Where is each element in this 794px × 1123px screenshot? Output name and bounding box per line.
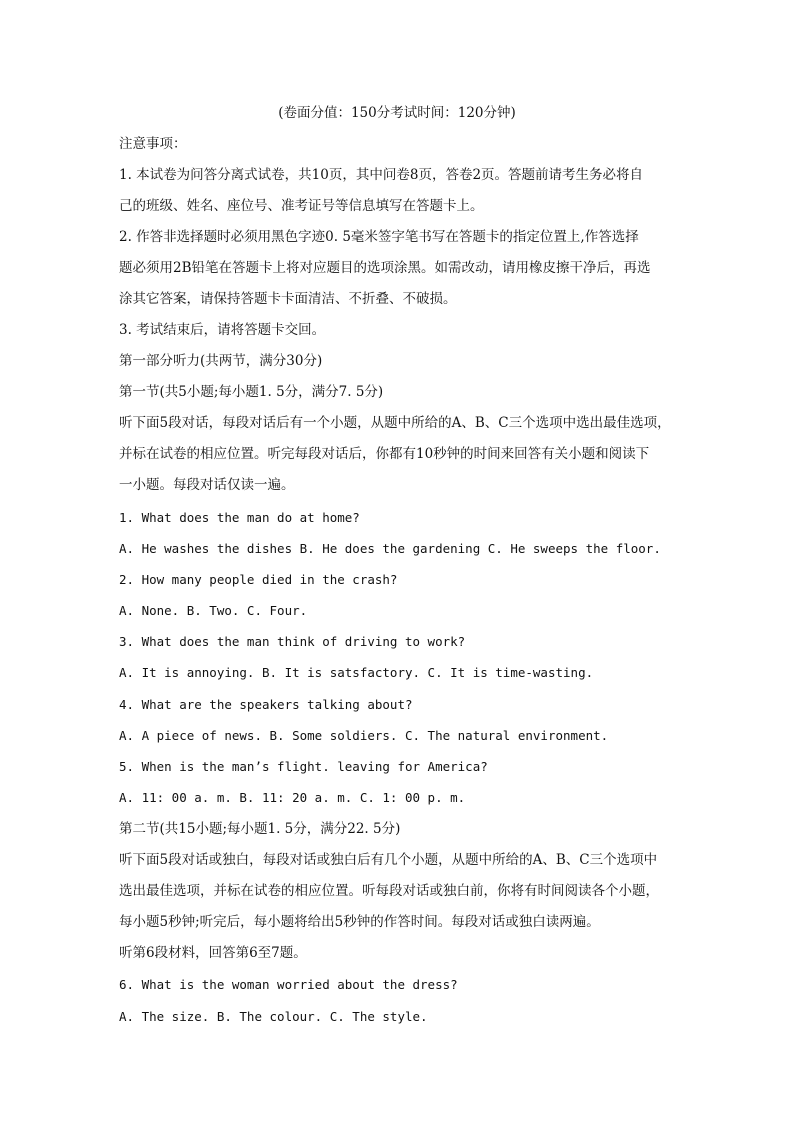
notes-item-2-line-2: 题必须用2B铅笔在答题卡上将对应题目的选项涂黑。如需改动，请用橡皮擦干净后，再选: [119, 260, 651, 276]
question-4-options: A. A piece of news. B. Some soldiers. C. The natural environment.: [119, 728, 609, 743]
section2-instructions-line-3: 每小题5秒钟;听完后，每小题将给出5秒钟的作答时间。每段对话或独白读两遍。: [119, 914, 600, 930]
question-2: 2. How many people died in the crash?: [119, 572, 398, 587]
section1-instructions-line-2: 并标在试卷的相应位置。听完每段对话后，你都有10秒钟的时间来回答有关小题和阅读下: [119, 446, 650, 462]
question-5: 5. When is the man’s flight. leaving for America?: [119, 759, 488, 774]
section2-material: 听第6段材料，回答第6至7题。: [119, 945, 307, 961]
question-2-options: A. None. B. Two. C. Four.: [119, 603, 308, 618]
section2-instructions-line-2: 选出最佳选项，并标在试卷的相应位置。听每段对话或独白前，你将有时间阅读各个小题，: [119, 883, 659, 899]
question-1: 1. What does the man do at home?: [119, 510, 360, 525]
section2-title: 第二节(共15小题;每小题1. 5分，满分22. 5分): [119, 821, 401, 837]
section1-instructions-line-3: 一小题。每段对话仅读一遍。: [119, 477, 295, 493]
section2-instructions-line-1: 听下面5段对话或独白，每段对话或独白后有几个小题，从题中所给的A、B、C三个选项中: [119, 852, 658, 868]
question-3-options: A. It is annoying. B. It is satsfactory. C. It is time-wasting.: [119, 665, 594, 680]
notes-title: 注意事项：: [119, 136, 187, 152]
question-1-options: A. He washes the dishes B. He does the gardening C. He sweeps the floor.: [119, 541, 661, 556]
notes-item-1-line-2: 己的班级、姓名、座位号、准考证号等信息填写在答题卡上。: [119, 198, 484, 214]
question-5-options: A. 11: 00 a. m. B. 11: 20 a. m. C. 1: 00 p. m.: [119, 790, 466, 805]
section1-instructions-line-1: 听下面5段对话，每段对话后有一个小题，从题中所给的A、B、C三个选项中选出最佳选项，: [119, 415, 671, 431]
question-6-options: A. The size. B. The colour. C. The style.: [119, 1009, 428, 1024]
section1-title: 第一节(共5小题;每小题1. 5分，满分7. 5分): [119, 384, 384, 400]
question-4: 4. What are the speakers talking about?: [119, 697, 413, 712]
notes-item-1-line-1: 1. 本试卷为问答分离式试卷，共10页，其中问卷8页，答卷2页。答题前请考生务必将自: [119, 167, 644, 183]
notes-item-3: 3. 考试结束后，请将答题卡交回。: [119, 322, 326, 338]
notes-item-2-line-3: 涂其它答案，请保持答题卡卡面清洁、不折叠、不破损。: [119, 291, 457, 307]
part1-title: 第一部分听力(共两节，满分30分): [119, 353, 323, 369]
notes-item-2-line-1: 2. 作答非选择题时必须用黑色字迹0. 5毫米签字笔书写在答题卡的指定位置上,作答选择: [119, 229, 639, 245]
exam-info: (卷面分值：150分考试时间：120分钟): [278, 105, 516, 121]
question-6: 6. What is the woman worried about the dress?: [119, 977, 458, 992]
question-3: 3. What does the man think of driving to work?: [119, 634, 466, 649]
